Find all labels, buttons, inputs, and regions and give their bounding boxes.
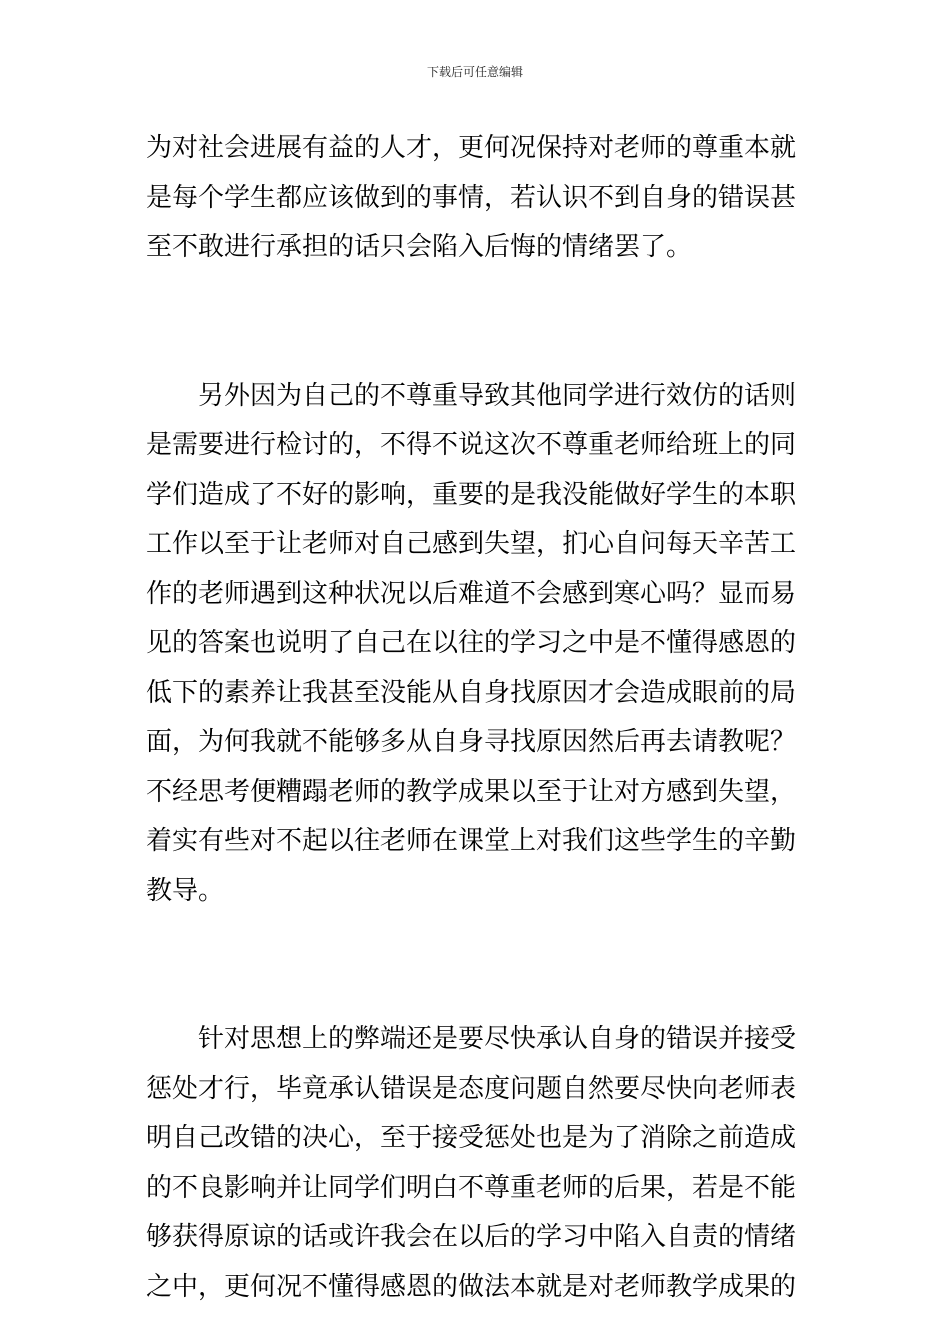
text-line: 见的答案也说明了自己在以往的学习之中是不懂得感恩的: [146, 628, 797, 658]
text-line: 明自己改错的决心，至于接受惩处也是为了消除之前造成: [146, 1123, 797, 1153]
text-line: 针对思想上的弊端还是要尽快承认自身的错误并接受: [198, 1024, 797, 1054]
document-body: [146, 124, 810, 1312]
text-line: 至不敢进行承担的话只会陷入后悔的情绪罢了。: [146, 232, 693, 262]
paragraph-gap: [146, 916, 810, 966]
paragraph-gap: [146, 273, 810, 323]
paragraph-gap: [146, 966, 810, 1016]
text-line: 学们造成了不好的影响，重要的是我没能做好学生的本职: [146, 479, 797, 510]
page-header: 下载后可任意编辑: [426, 65, 523, 79]
text-line: 是需要进行检讨的，不得不说这次不尊重老师给班上的同: [146, 430, 797, 460]
text-line: 之中，更何况不懂得感恩的做法本就是对老师教学成果的: [146, 1271, 797, 1302]
text-line: 作的老师遇到这种状况以后难道不会感到寒心吗？显而易: [146, 578, 797, 609]
text-line: 教导。: [146, 875, 225, 906]
text-line: 低下的素养让我甚至没能从自身找原因才会造成眼前的局: [146, 677, 797, 708]
text-line: 的不良影响并让同学们明白不尊重老师的后果，若是不能: [146, 1172, 797, 1203]
paragraph-2: [146, 372, 810, 917]
paragraph-1: [146, 124, 810, 273]
text-line: 不经思考便糟蹋老师的教学成果以至于让对方感到失望，: [146, 776, 797, 807]
text-line: 够获得原谅的话或许我会在以后的学习中陷入自责的情绪: [146, 1222, 797, 1252]
text-line: 另外因为自己的不尊重导致其他同学进行效仿的话则: [198, 380, 797, 411]
text-line: 着实有些对不起以往老师在课堂上对我们这些学生的辛勤: [146, 826, 797, 856]
text-line: 工作以至于让老师对自己感到失望，扪心自问每天辛苦工: [146, 529, 797, 559]
paragraph-gap: [146, 322, 810, 372]
text-line: 是每个学生都应该做到的事情，若认识不到自身的错误甚: [146, 182, 797, 213]
text-line: 面，为何我就不能够多从自身寻找原因然后再去请教呢？: [146, 727, 797, 757]
text-line: 惩处才行，毕竟承认错误是态度问题自然要尽快向老师表: [146, 1073, 797, 1104]
text-line: 为对社会进展有益的人才，更何况保持对老师的尊重本就: [146, 133, 797, 163]
paragraph-3: [146, 1015, 810, 1312]
